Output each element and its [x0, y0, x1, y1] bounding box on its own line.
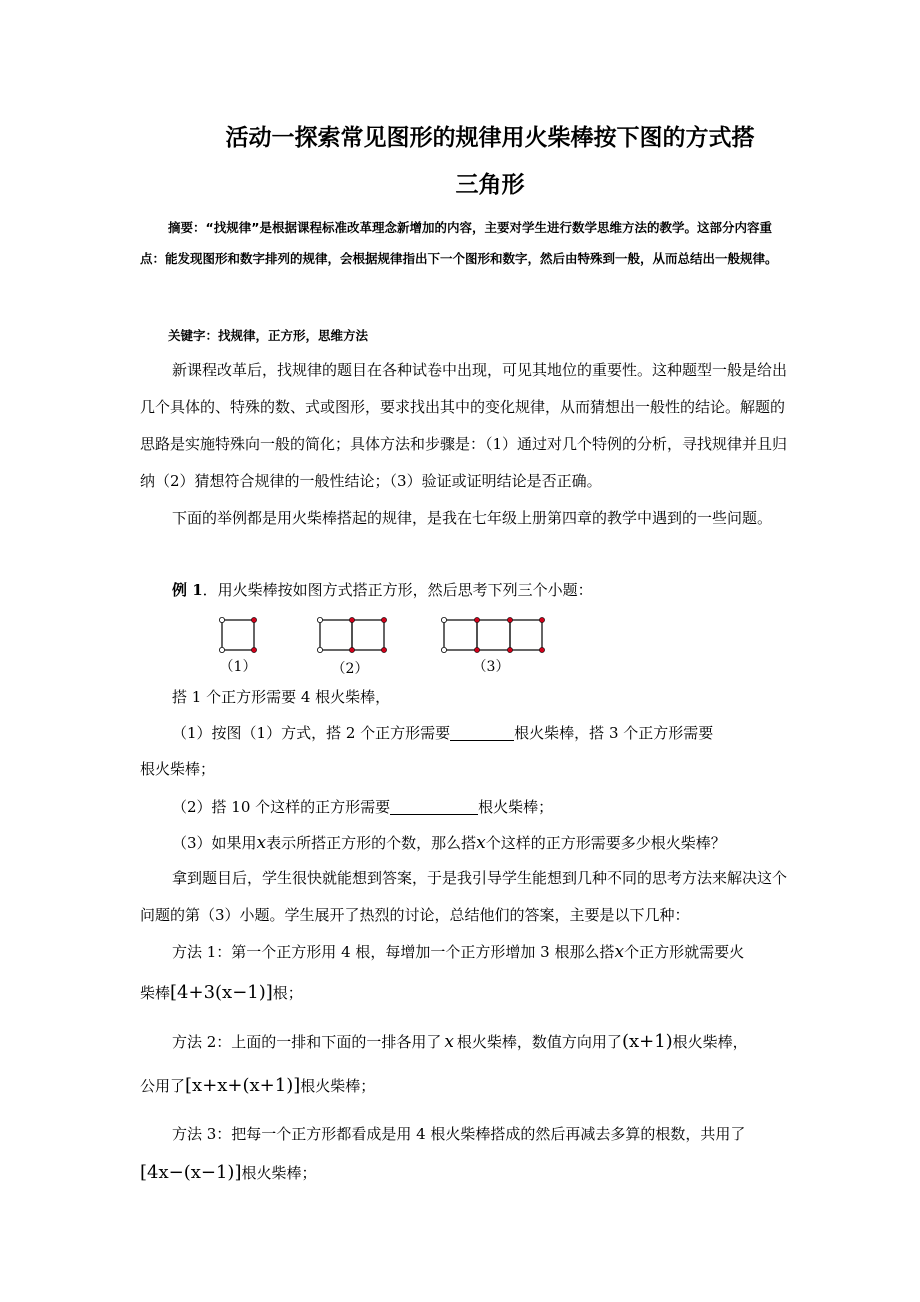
white-dot — [317, 617, 322, 622]
method-3-part-b: 根火柴棒； — [241, 1164, 317, 1182]
abstract-label: 摘要： — [168, 220, 206, 235]
keywords-label: 关键字： — [168, 328, 219, 343]
method-1-part-d: 根； — [272, 984, 303, 1002]
figure-2-squares — [316, 616, 388, 654]
white-dot — [441, 617, 446, 622]
method-2 — [172, 1032, 748, 1052]
red-dot — [251, 617, 256, 622]
white-dot — [219, 617, 224, 622]
method-2-part-b: 根火柴棒，数值方向用了 — [456, 1033, 622, 1051]
variable-x: x — [476, 833, 486, 853]
method-2-part-a: 方法 2：上面的一排和下面的一排各用了 — [172, 1033, 442, 1051]
red-dot — [539, 647, 544, 652]
page-title-continued: 三角形 — [455, 172, 525, 198]
red-dot — [474, 647, 479, 652]
question-3-part-b: 表示所搭正方形的个数，那么搭 — [266, 834, 477, 852]
red-dot — [474, 617, 479, 622]
method-1-part-b: 个正方形就需要火 — [624, 943, 745, 961]
example-1-prompt — [172, 580, 593, 600]
variable-x: x — [614, 942, 625, 962]
question-2-part-b: 根火柴棒； — [478, 798, 554, 816]
method-2-formula-2: [x+x+(x+1)] — [185, 1075, 301, 1096]
red-dot — [539, 617, 544, 622]
abstract — [140, 212, 790, 274]
intro-paragraph-1: 新课程改革后，找规律的题目在各种试卷中出现，可见其地位的重要性。这种题型一般是给出几个具体的、特殊的数、式或图形，要求找出其中的变化规律，从而猜想出一般性的结论。解题的思路是实施特殊向一般的简化；具体方法和步骤是：（1）通过对几个特例的分析，寻找规律并且归纳（2）猜想符合规律的一般性结论；（3）验证或证明结论是否正确。 — [140, 361, 788, 490]
method-3-formula: [4x−(x−1)] — [140, 1162, 242, 1183]
question-2-part-a: （2）搭 10 个这样的正方形需要 — [172, 798, 391, 816]
method-1-formula: [4+3(x−1)] — [170, 982, 273, 1003]
method-2-part-e: 根火柴棒； — [300, 1077, 376, 1095]
example-1-label: 例 1 — [172, 581, 203, 599]
white-dot — [317, 647, 322, 652]
method-3: 方法 3：把每一个正方形都看成是用 4 根火柴棒搭成的然后再减去多算的根数，共用了 — [172, 1125, 746, 1143]
method-2-part-d: 公用了 — [140, 1077, 186, 1095]
method-2-continued — [140, 1076, 375, 1096]
white-dot — [219, 647, 224, 652]
variable-x: x — [444, 1032, 454, 1052]
method-1-continued — [140, 983, 303, 1003]
question-3-part-a: （3）如果用 — [172, 834, 257, 852]
method-1 — [172, 942, 744, 962]
question-1-part-a: （1）按图（1）方式，搭 2 个正方形需要 — [172, 724, 451, 742]
variable-x: x — [256, 833, 267, 853]
red-dot — [381, 617, 386, 622]
figure-3-caption: （3） — [472, 659, 510, 675]
example-1-text: ．用火柴棒按如图方式搭正方形，然后思考下列三个小题： — [202, 581, 593, 599]
red-dot — [349, 647, 354, 652]
answer-blank-2[interactable] — [390, 799, 478, 815]
question-3 — [172, 833, 726, 853]
method-3-continued — [140, 1163, 316, 1183]
question-1-continued: 根火柴棒； — [140, 760, 216, 778]
red-dot — [349, 617, 354, 622]
keywords-text: 找规律，正方形，思维方法 — [218, 328, 369, 343]
figure-2-caption: （2） — [331, 661, 369, 677]
question-2 — [172, 797, 553, 817]
page-title: 活动一探索常见图形的规律用火柴棒按下图的方式搭 — [225, 125, 755, 151]
red-dot — [507, 617, 512, 622]
red-dot — [251, 647, 256, 652]
method-2-formula-1: (x+1) — [621, 1031, 673, 1052]
question-3-part-c: 个这样的正方形需要多少根火柴棒？ — [485, 834, 726, 852]
figure-1-caption: （1） — [219, 659, 257, 675]
answer-blank-1[interactable] — [450, 725, 514, 741]
figure-3-squares — [440, 616, 546, 654]
keywords — [140, 320, 790, 351]
white-dot — [441, 647, 446, 652]
red-dot — [507, 647, 512, 652]
method-2-part-c: 根火柴棒， — [672, 1033, 748, 1051]
figure-1-squares — [218, 616, 258, 654]
intro-paragraph-2: 下面的举例都是用火柴棒搭起的规律，是我在七年级上册第四章的教学中遇到的一些问题。 — [172, 509, 773, 527]
question-1 — [172, 723, 713, 743]
question-1-part-b: 根火柴棒，搭 3 个正方形需要 — [514, 724, 714, 742]
method-1-part-a: 方法 1：第一个正方形用 4 根，每增加一个正方形增加 3 根那么搭 — [172, 943, 615, 961]
given-statement: 搭 1 个正方形需要 4 根火柴棒， — [172, 688, 391, 706]
discussion-paragraph: 拿到题目后，学生很快就能想到答案，于是我引导学生能想到几种不同的思考方法来解决这个问题的第（3）小题。学生展开了热烈的讨论，总结他们的答案，主要是以下几种： — [140, 869, 788, 924]
abstract-text: “找规律”是根据课程标准改革理念新增加的内容，主要对学生进行数学思维方法的教学。这部分内容重点：能发现图形和数字排列的规律，会根据规律指出下一个图形和数字，然后由特殊到一般，从而总结出一般规律。 — [140, 220, 778, 266]
method-1-part-c: 柴棒 — [140, 984, 171, 1002]
red-dot — [381, 647, 386, 652]
